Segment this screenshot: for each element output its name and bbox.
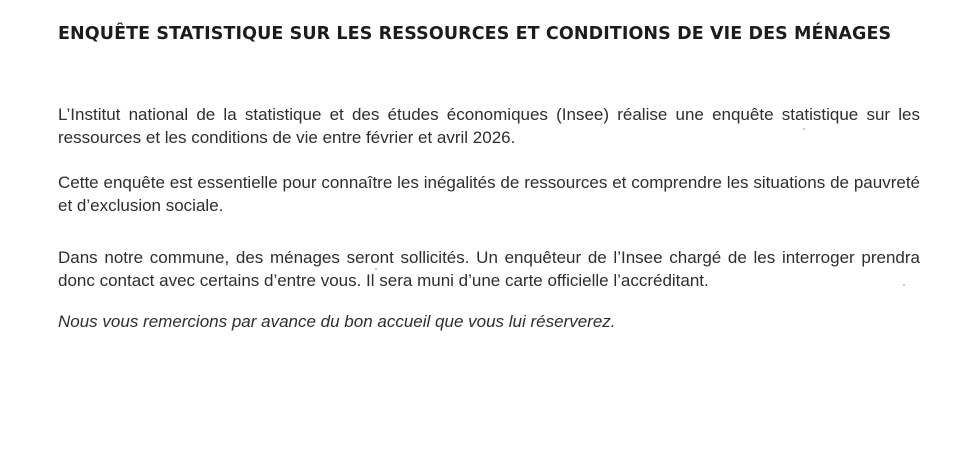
document-title: ENQUÊTE STATISTIQUE SUR LES RESSOURCES ET CONDITIONS DE VIE DES MÉNAGES — [58, 24, 892, 44]
paragraph-thanks: Nous vous remercions par avance du bon accueil que vous lui réserverez. — [58, 312, 616, 331]
paragraph-purpose: Cette enquête est essentielle pour connaître les inégalités de ressources et comprendre les situations de pauvreté et d’exclusion sociale. — [58, 173, 920, 215]
notice-document — [58, 20, 920, 334]
paragraph-intro: L’Institut national de la statistique et des études économiques (Insee) réalise une enquête statistique sur les ressources et les conditions de vie entre février et avril 2026. — [58, 105, 920, 147]
scan-speck — [803, 128, 805, 130]
paragraph-contact: Dans notre commune, des ménages seront sollicités. Un enquêteur de l’Insee chargé de les interroger prendra donc contact avec certains d’entre vous. Il sera muni d’une carte officielle l’accréditant. — [58, 248, 920, 290]
scan-speck — [903, 284, 905, 286]
scan-speck — [375, 268, 377, 270]
